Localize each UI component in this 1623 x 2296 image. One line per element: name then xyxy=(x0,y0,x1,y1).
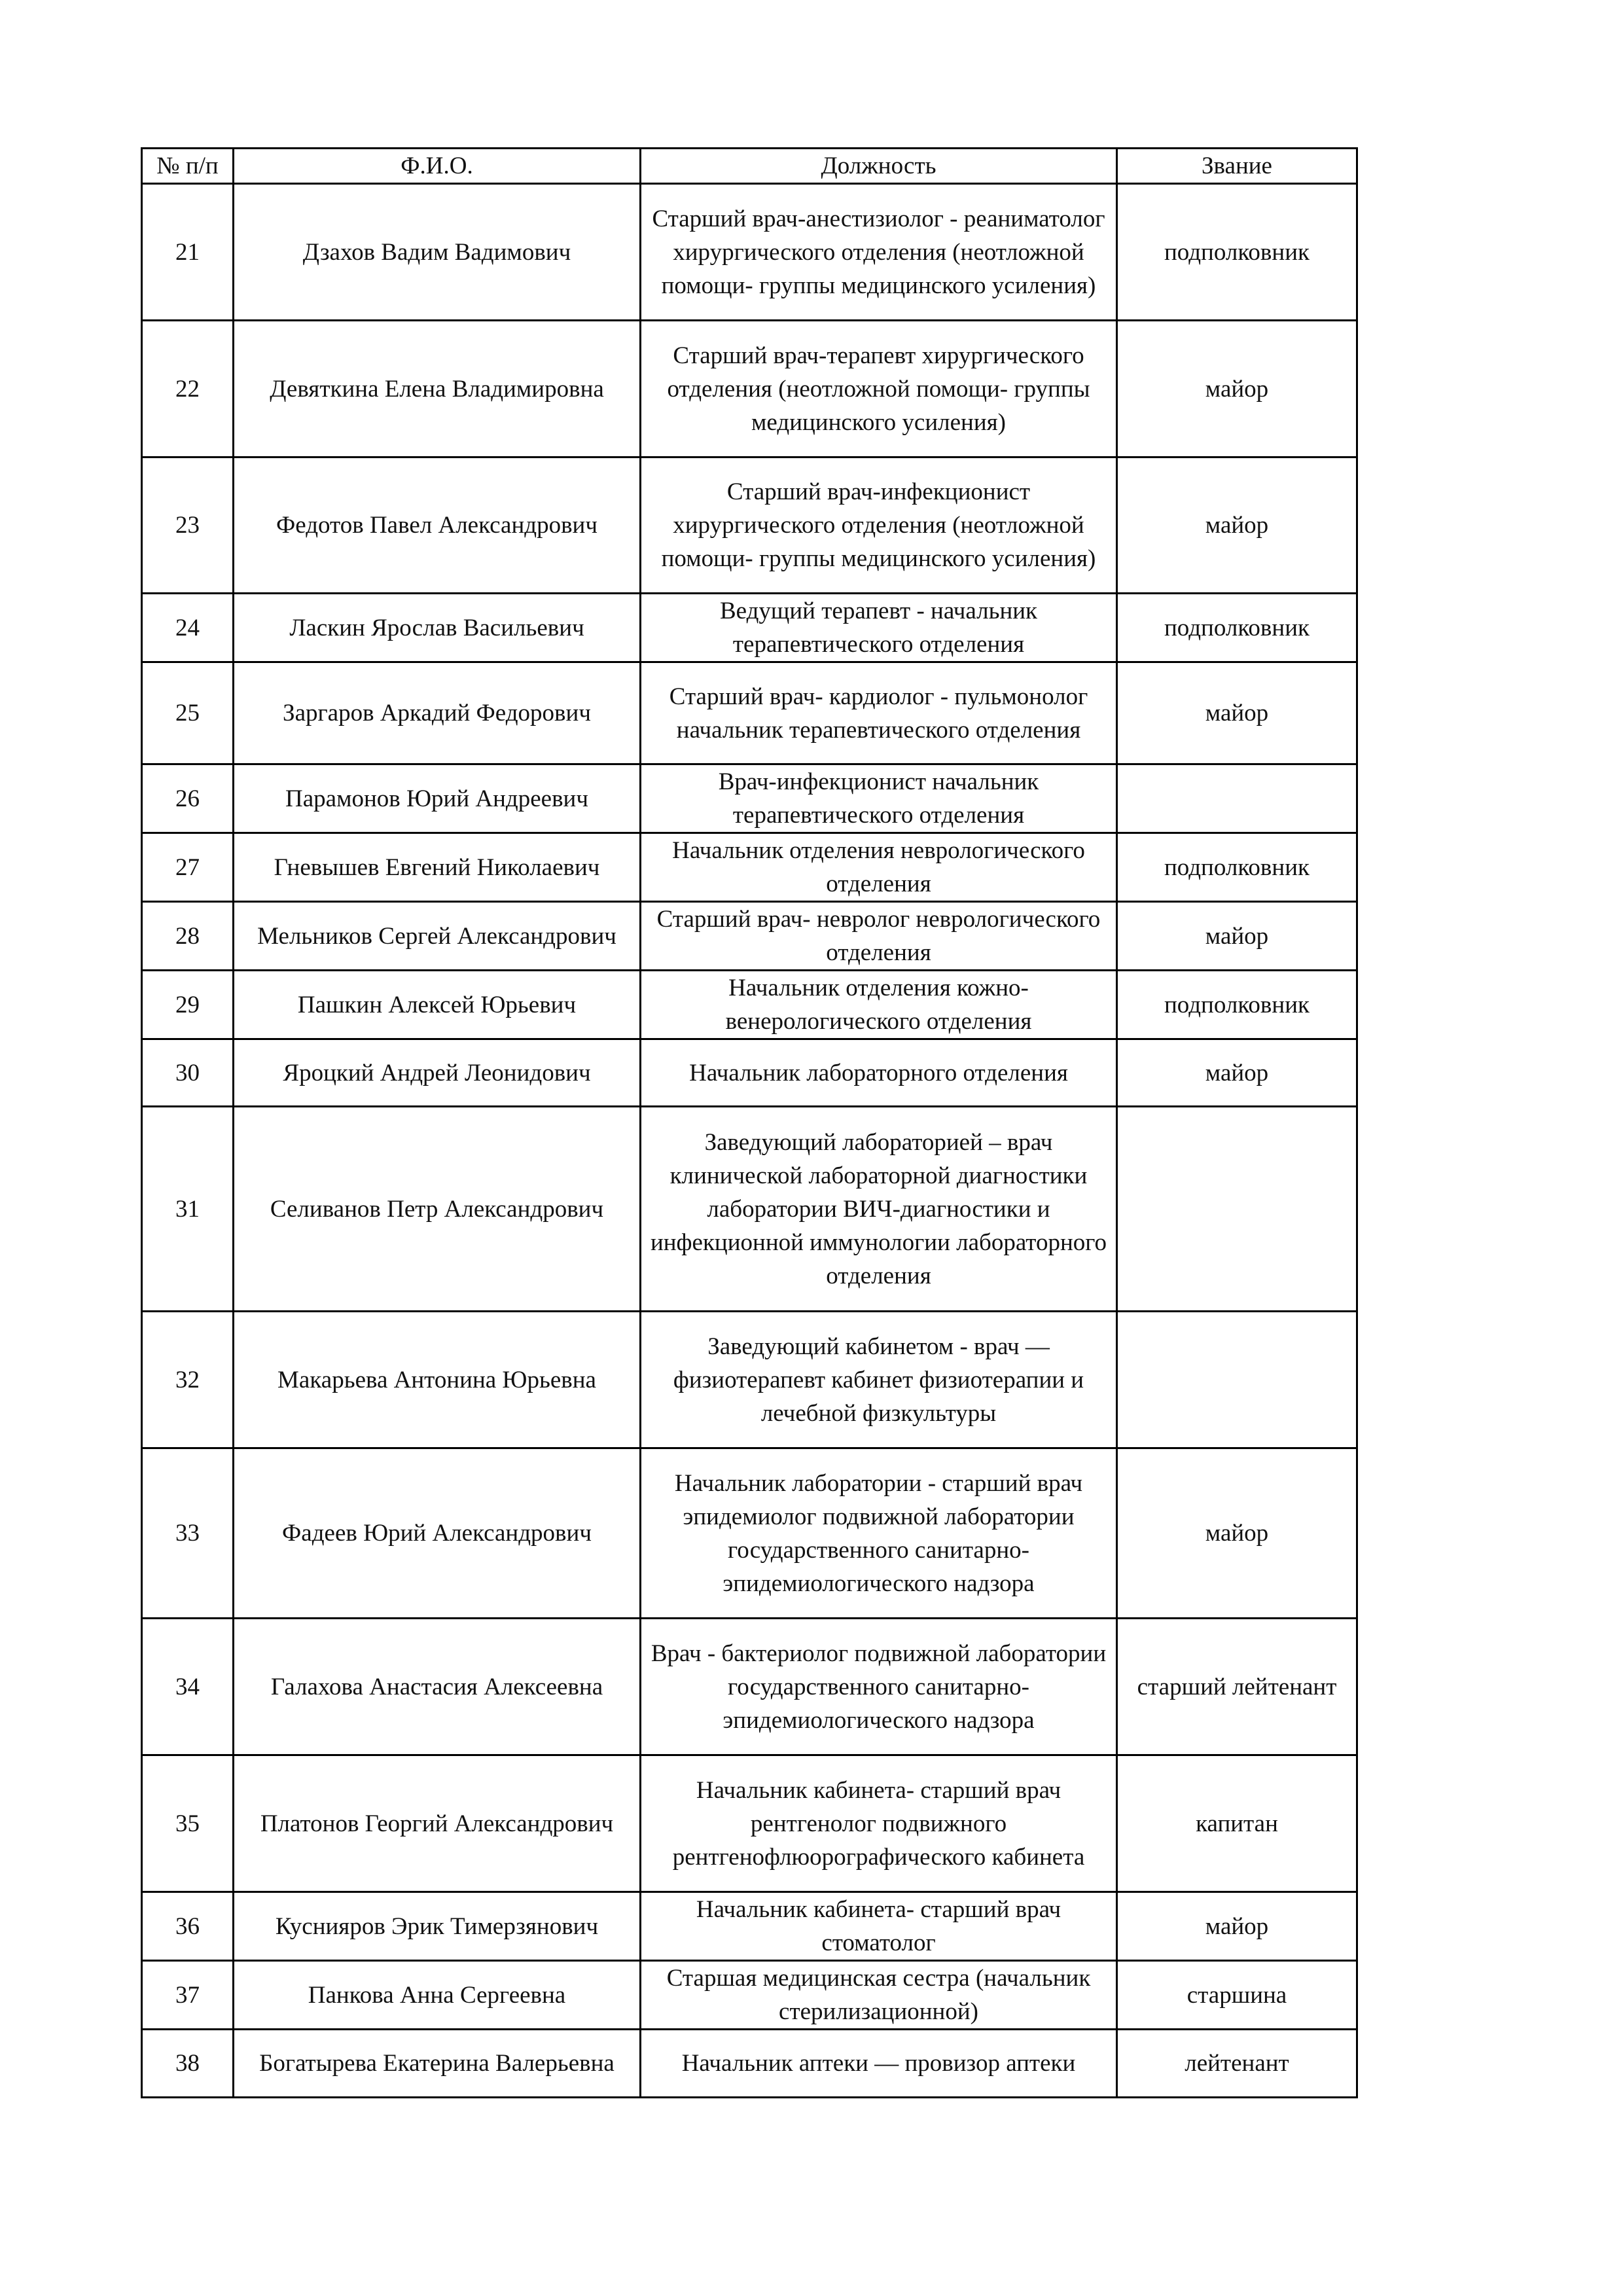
cell-num: 34 xyxy=(142,1619,234,1755)
cell-name: Макарьева Антонина Юрьевна xyxy=(234,1312,641,1448)
cell-position: Начальник отделения неврологического отделения xyxy=(641,833,1117,902)
cell-name: Фадеев Юрий Александрович xyxy=(234,1448,641,1619)
cell-name: Галахова Анастасия Алексеевна xyxy=(234,1619,641,1755)
table-header xyxy=(142,149,1357,184)
table-row xyxy=(142,1961,1357,2030)
cell-num: 27 xyxy=(142,833,234,902)
cell-num: 23 xyxy=(142,457,234,594)
cell-name: Мельников Сергей Александрович xyxy=(234,902,641,971)
cell-name: Девяткина Елена Владимировна xyxy=(234,321,641,457)
table-row xyxy=(142,321,1357,457)
table-row xyxy=(142,764,1357,833)
cell-name: Платонов Георгий Александрович xyxy=(234,1755,641,1892)
cell-num: 28 xyxy=(142,902,234,971)
header-rank: Звание xyxy=(1117,149,1357,184)
cell-position: Ведущий терапевт - начальник терапевтического отделения xyxy=(641,594,1117,662)
cell-position: Старший врач-терапевт хирургического отделения (неотложной помощи- группы медицинского усиления) xyxy=(641,321,1117,457)
cell-rank: майор xyxy=(1117,1448,1357,1619)
cell-position: Врач-инфекционист начальник терапевтического отделения xyxy=(641,764,1117,833)
table-row xyxy=(142,662,1357,764)
cell-rank: майор xyxy=(1117,321,1357,457)
cell-num: 26 xyxy=(142,764,234,833)
cell-name: Гневышев Евгений Николаевич xyxy=(234,833,641,902)
cell-num: 31 xyxy=(142,1107,234,1312)
cell-rank: майор xyxy=(1117,1039,1357,1107)
cell-num: 36 xyxy=(142,1892,234,1961)
cell-position: Начальник кабинета- старший врач рентгенолог подвижного рентгенофлюорографического кабинета xyxy=(641,1755,1117,1892)
cell-rank: майор xyxy=(1117,662,1357,764)
table-row xyxy=(142,971,1357,1039)
cell-name: Федотов Павел Александрович xyxy=(234,457,641,594)
cell-position: Старший врач-инфекционист хирургического отделения (неотложной помощи- группы медицинского усиления) xyxy=(641,457,1117,594)
cell-num: 37 xyxy=(142,1961,234,2030)
cell-name: Заргаров Аркадий Федорович xyxy=(234,662,641,764)
cell-rank: майор xyxy=(1117,1892,1357,1961)
table-row xyxy=(142,833,1357,902)
cell-position: Начальник отделения кожно-венерологического отделения xyxy=(641,971,1117,1039)
cell-rank: старший лейтенант xyxy=(1117,1619,1357,1755)
cell-position: Начальник лабораторного отделения xyxy=(641,1039,1117,1107)
cell-num: 33 xyxy=(142,1448,234,1619)
table-row xyxy=(142,1448,1357,1619)
cell-position: Врач - бактериолог подвижной лаборатории государственного санитарно-эпидемиологического надзора xyxy=(641,1619,1117,1755)
cell-position: Начальник кабинета- старший врач стоматолог xyxy=(641,1892,1117,1961)
cell-num: 25 xyxy=(142,662,234,764)
cell-name: Богатырева Екатерина Валерьевна xyxy=(234,2030,641,2098)
cell-rank: майор xyxy=(1117,457,1357,594)
table-row xyxy=(142,1312,1357,1448)
header-row xyxy=(142,149,1357,184)
cell-name: Панкова Анна Сергеевна xyxy=(234,1961,641,2030)
table-row xyxy=(142,594,1357,662)
cell-rank: старшина xyxy=(1117,1961,1357,2030)
header-position: Должность xyxy=(641,149,1117,184)
table-row xyxy=(142,1755,1357,1892)
cell-name: Ласкин Ярослав Васильевич xyxy=(234,594,641,662)
cell-name: Куснияров Эрик Тимерзянович xyxy=(234,1892,641,1961)
cell-num: 29 xyxy=(142,971,234,1039)
cell-num: 22 xyxy=(142,321,234,457)
cell-rank xyxy=(1117,1312,1357,1448)
cell-name: Парамонов Юрий Андреевич xyxy=(234,764,641,833)
table-row xyxy=(142,2030,1357,2098)
cell-name: Селиванов Петр Александрович xyxy=(234,1107,641,1312)
header-num: № п/п xyxy=(142,149,234,184)
cell-num: 24 xyxy=(142,594,234,662)
cell-position: Заведующий лабораторией – врач клинической лабораторной диагностики лаборатории ВИЧ-диагностики и инфекционной иммунологии лабораторного отделения xyxy=(641,1107,1117,1312)
cell-rank: подполковник xyxy=(1117,184,1357,321)
cell-position: Начальник аптеки — провизор аптеки xyxy=(641,2030,1117,2098)
cell-name: Дзахов Вадим Вадимович xyxy=(234,184,641,321)
staff-table xyxy=(141,147,1358,2098)
cell-rank: лейтенант xyxy=(1117,2030,1357,2098)
table-body xyxy=(142,184,1357,2098)
cell-rank: майор xyxy=(1117,902,1357,971)
cell-position: Старшая медицинская сестра (начальник стерилизационной) xyxy=(641,1961,1117,2030)
cell-rank: подполковник xyxy=(1117,833,1357,902)
table-row xyxy=(142,457,1357,594)
cell-position: Начальник лаборатории - старший врач эпидемиолог подвижной лаборатории государственного санитарно-эпидемиологического надзора xyxy=(641,1448,1117,1619)
table-row xyxy=(142,902,1357,971)
cell-rank: подполковник xyxy=(1117,971,1357,1039)
cell-position: Старший врач-анестизиолог - реаниматолог хирургического отделения (неотложной помощи- группы медицинского усиления) xyxy=(641,184,1117,321)
cell-num: 30 xyxy=(142,1039,234,1107)
cell-num: 38 xyxy=(142,2030,234,2098)
cell-position: Старший врач- кардиолог - пульмонолог начальник терапевтического отделения xyxy=(641,662,1117,764)
cell-name: Яроцкий Андрей Леонидович xyxy=(234,1039,641,1107)
cell-position: Заведующий кабинетом - врач — физиотерапевт кабинет физиотерапии и лечебной физкультуры xyxy=(641,1312,1117,1448)
cell-rank: капитан xyxy=(1117,1755,1357,1892)
cell-rank xyxy=(1117,764,1357,833)
table-row xyxy=(142,184,1357,321)
cell-num: 21 xyxy=(142,184,234,321)
header-name: Ф.И.О. xyxy=(234,149,641,184)
cell-num: 32 xyxy=(142,1312,234,1448)
cell-num: 35 xyxy=(142,1755,234,1892)
cell-rank: подполковник xyxy=(1117,594,1357,662)
table-row xyxy=(142,1619,1357,1755)
table-row xyxy=(142,1892,1357,1961)
cell-position: Старший врач- невролог неврологического отделения xyxy=(641,902,1117,971)
cell-name: Пашкин Алексей Юрьевич xyxy=(234,971,641,1039)
cell-rank xyxy=(1117,1107,1357,1312)
table-row xyxy=(142,1039,1357,1107)
table-row xyxy=(142,1107,1357,1312)
